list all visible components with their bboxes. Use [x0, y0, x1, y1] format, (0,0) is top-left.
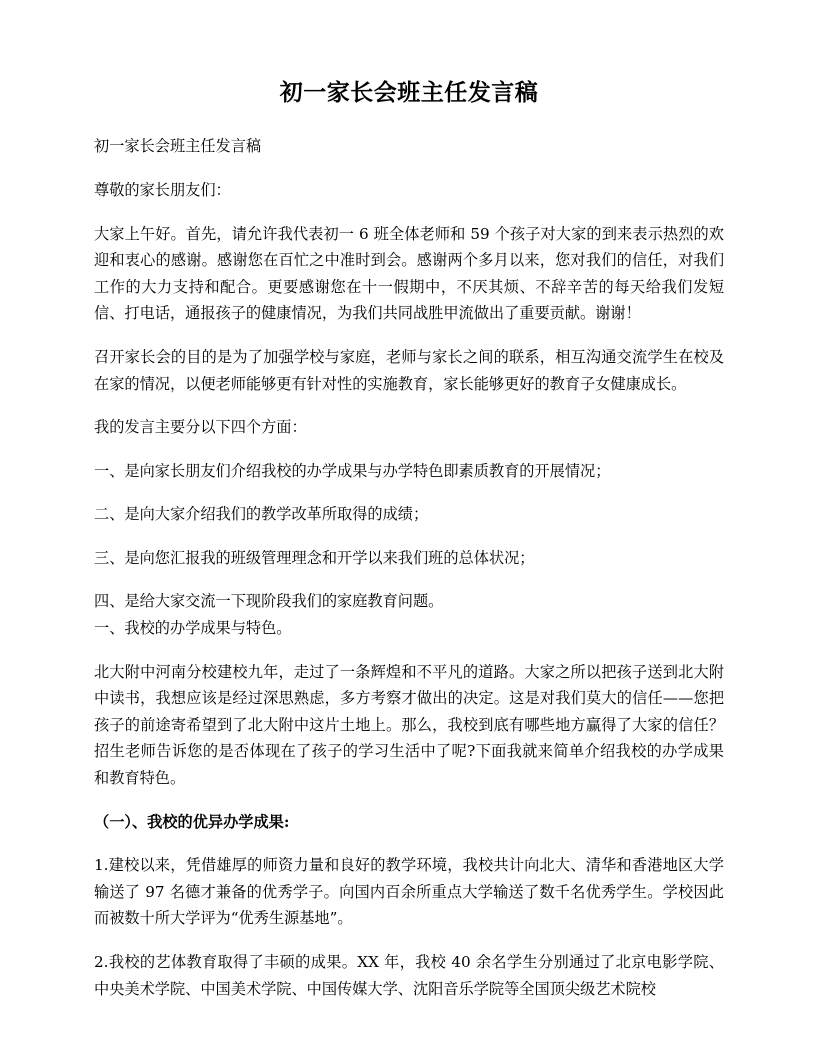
salutation-paragraph: 尊敬的家长朋友们： [94, 180, 231, 199]
school-history-paragraph: 北大附中河南分校建校九年，走过了一条辉煌和不平凡的道路。大家之所以把孩子送到北大附中读书，我想应该是经过深思熟虑，多方考察才做出的决定。这是对我们莫大的信任——您把孩子的前途寄希望到了北大附中这片土地上。那么，我校到底有哪些地方赢得了大家的信任？招生老师告诉您的是否体现在了孩子的学习生活中了呢?下面我就来简单介绍我校的办学成果和教育特色。 [94, 662, 724, 788]
achievement-item-two: 2.我校的艺体教育取得了丰硕的成果。XX 年，我校 40 余名学生分别通过了北京电影学院、中央美术学院、中国美术学院、中国传媒大学、沈阳音乐学院等全国顶尖级艺术院校 [94, 953, 724, 998]
page-title: 初一家长会班主任发言稿 [279, 79, 539, 106]
greeting-paragraph: 大家上午好。首先，请允许我代表初一 6 班全体老师和 59 个孩子对大家的到来表示热烈的欢迎和衷心的感谢。感谢您在百忙之中准时到会。感谢两个多月以来，您对我们的信任，对我们工作的大力支持和配合。更要感谢您在十一假期中，不厌其烦、不辞辛苦的每天给我们发短信、打电话，通报孩子的健康情况，为我们共同战胜甲流做出了重要贡献。谢谢！ [94, 224, 724, 323]
outline-item-four: 四、是给大家交流一下现阶段我们的家庭教育问题。 [94, 592, 444, 611]
subsection-heading-achievements: （一）、我校的优异办学成果: [94, 812, 290, 831]
outline-intro-paragraph: 我的发言主要分以下四个方面： [94, 418, 307, 437]
document-subtitle: 初一家长会班主任发言稿 [94, 137, 262, 156]
achievement-item-one: 1.建校以来，凭借雄厚的师资力量和良好的教学环境，我校共计向北大、清华和香港地区大学输送了 97 名德才兼备的优秀学子。向国内百余所重点大学输送了数千名优秀学生。学校因此而被数十所大学评为“优秀生源基地”。 [94, 856, 724, 928]
outline-item-four-and-section-heading [94, 588, 724, 641]
outline-item-two: 二、是向大家介绍我们的教学改革所取得的成绩； [94, 505, 429, 524]
outline-item-three: 三、是向您汇报我的班级管理理念和开学以来我们班的总体状况； [94, 548, 535, 567]
purpose-paragraph: 召开家长会的目的是为了加强学校与家庭，老师与家长之间的联系，相互沟通交流学生在校及在家的情况，以便老师能够更有针对性的实施教育，家长能够更好的教育子女健康成长。 [94, 347, 724, 393]
outline-item-one: 一、是向家长朋友们介绍我校的办学成果与办学特色即素质教育的开展情况； [94, 461, 611, 480]
document-body [94, 76, 724, 1019]
section-heading-one: 一、我校的办学成果与特色。 [94, 619, 292, 638]
